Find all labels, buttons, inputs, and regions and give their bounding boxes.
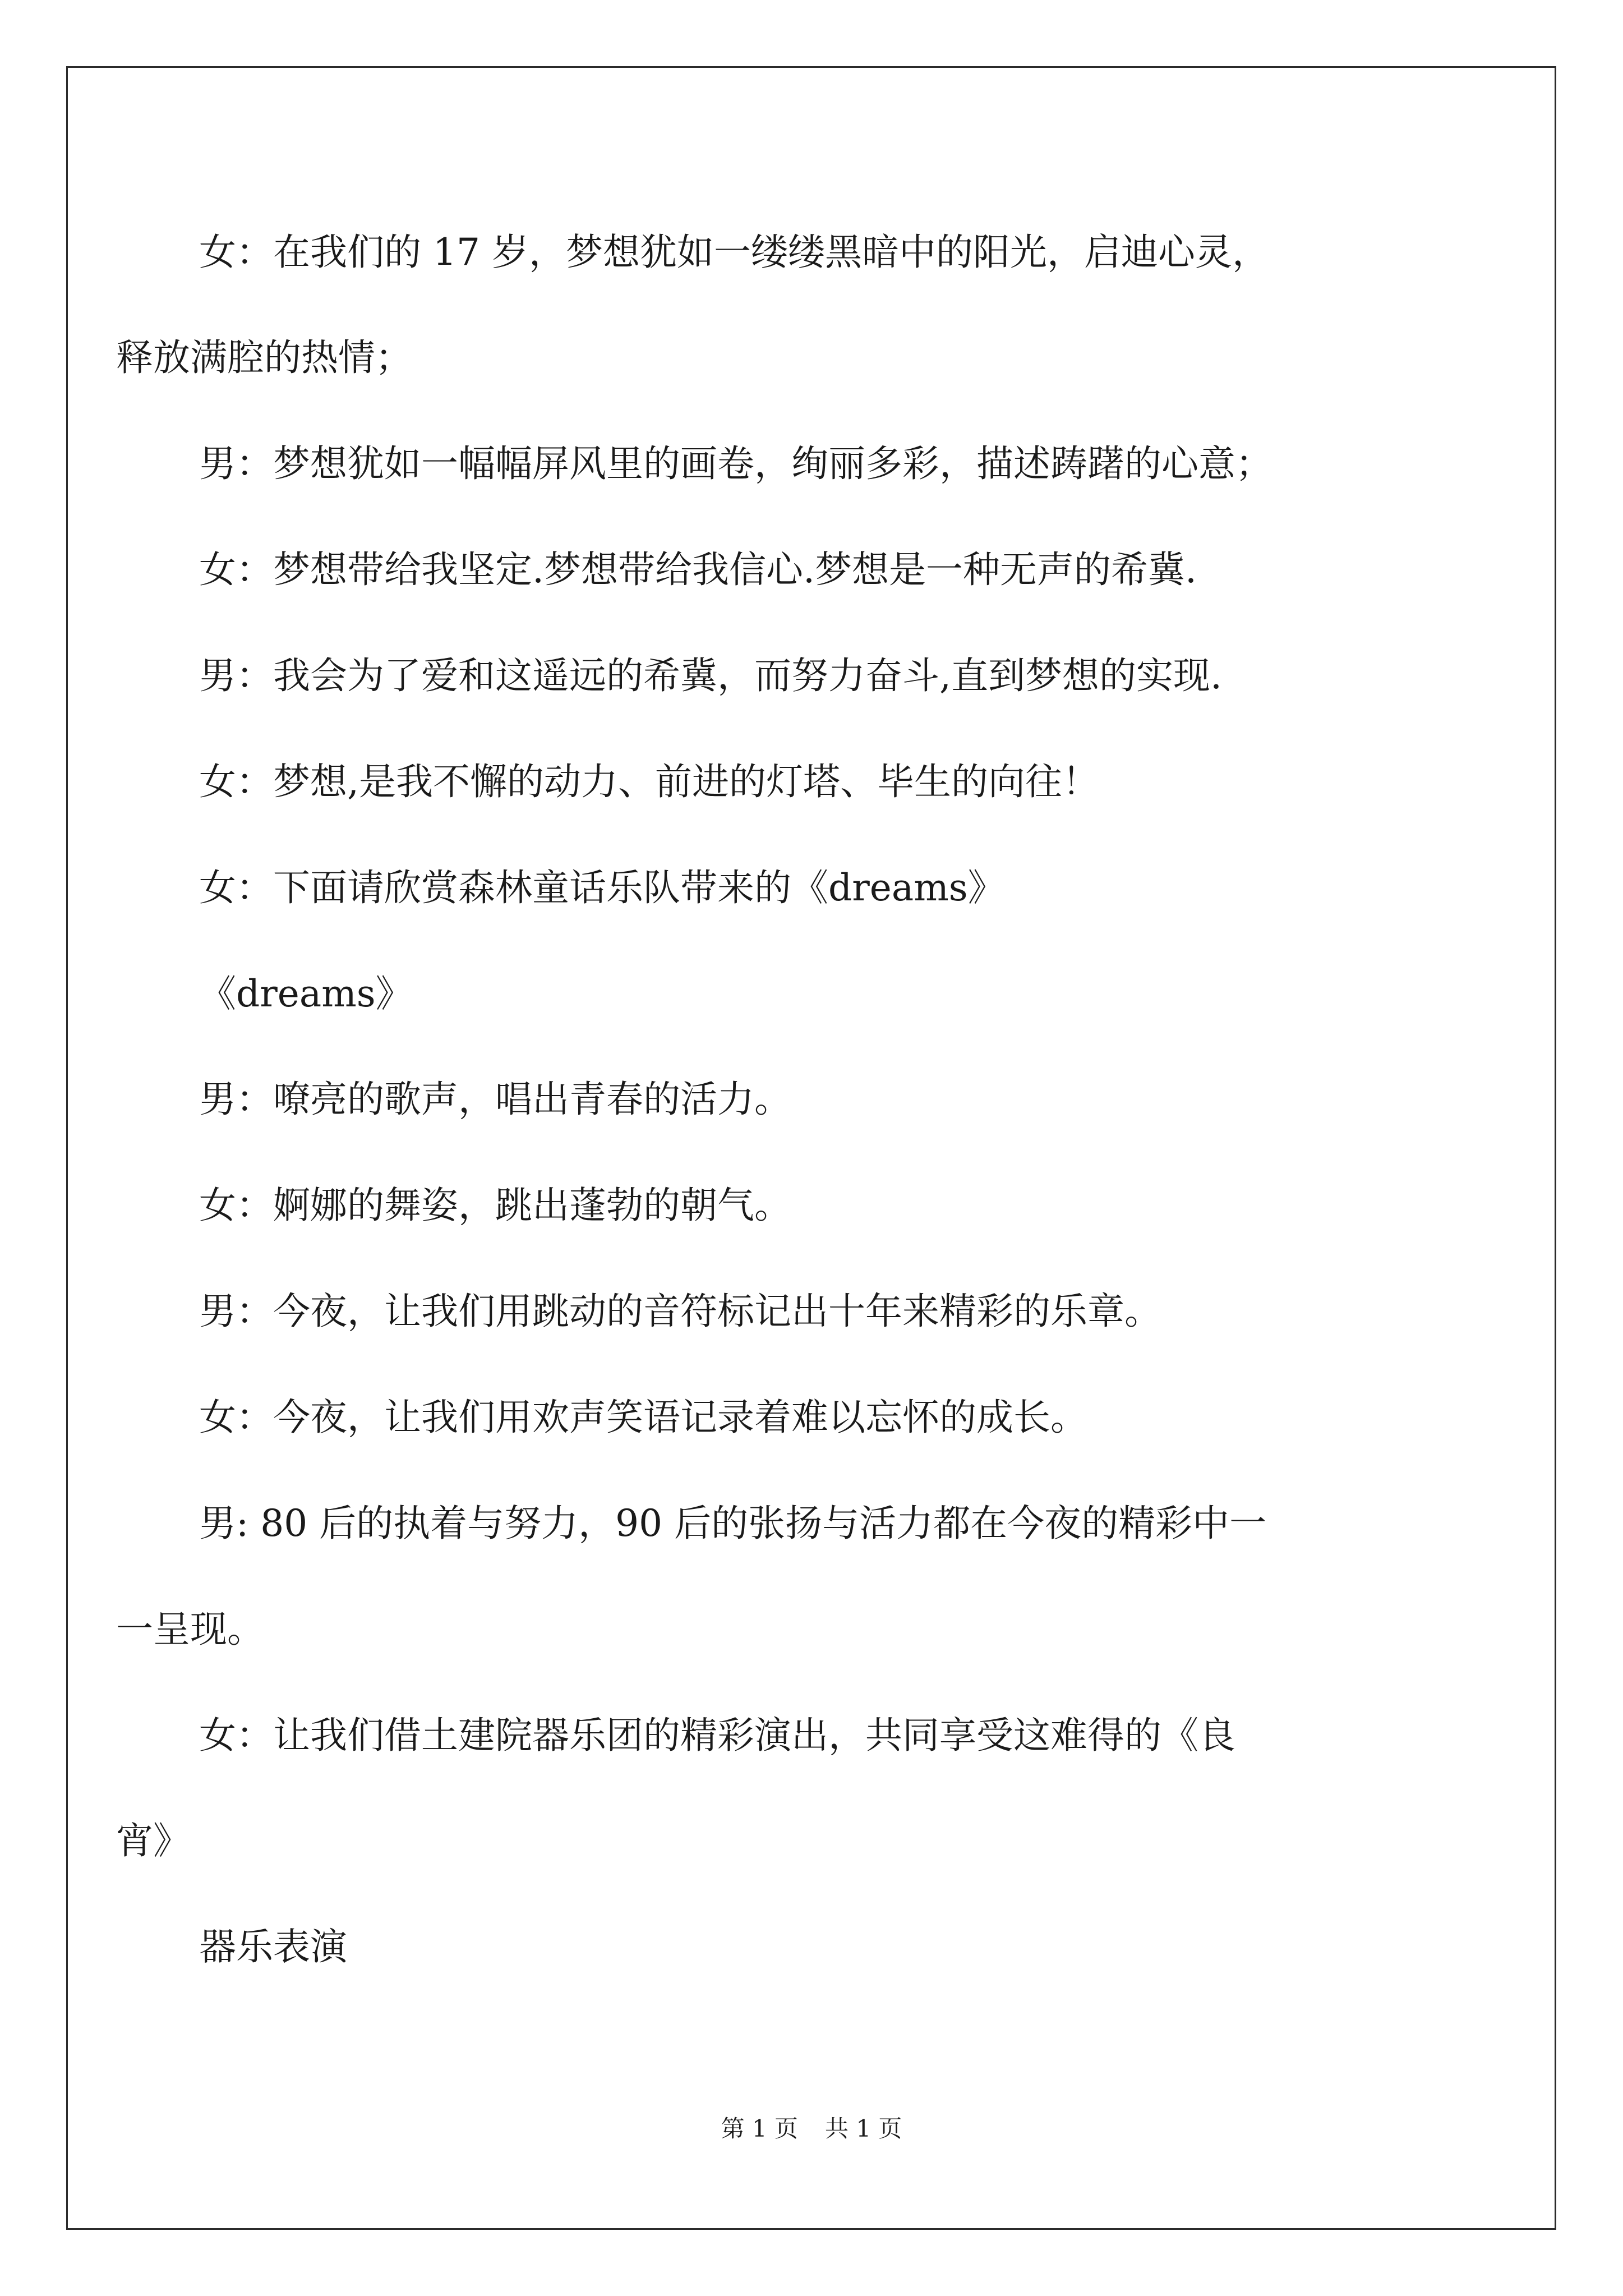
paragraph-line: 女：婀娜的舞姿，跳出蓬勃的朝气。 <box>199 1184 791 1227</box>
paragraph-line: 女：在我们的 17 岁，梦想犹如一缕缕黑暗中的阳光，启迪心灵， <box>199 231 1269 274</box>
document-body <box>116 0 1433 2076</box>
paragraph-line: 一呈现。 <box>116 1608 264 1651</box>
paragraph-line: 释放满腔的热情； <box>116 336 412 379</box>
page-footer <box>0 2115 1623 2143</box>
paragraph-line: 女：让我们借土建院器乐团的精彩演出，共同享受这难得的《良 <box>199 1714 1235 1757</box>
paragraph-line: 男：今夜，让我们用跳动的音符标记出十年来精彩的乐章。 <box>199 1290 1161 1333</box>
paragraph-line: 女：梦想,是我不懈的动力、前进的灯塔、毕生的向往！ <box>199 760 1099 803</box>
paragraph-line: 男: 80 后的执着与努力，90 后的张扬与活力都在今夜的精彩中一 <box>199 1502 1267 1545</box>
paragraph-line: 女：梦想带给我坚定.梦想带给我信心.梦想是一种无声的希冀. <box>199 548 1197 591</box>
paragraph-line: 《dreams》 <box>199 972 413 1015</box>
paragraph-line: 男：嘹亮的歌声，唱出青春的活力。 <box>199 1078 791 1121</box>
paragraph-line: 女：今夜，让我们用欢声笑语记录着难以忘怀的成长。 <box>199 1396 1087 1439</box>
paragraph-line: 宵》 <box>116 1819 190 1862</box>
paragraph-line: 女：下面请欣赏森林童话乐队带来的《dreams》 <box>199 866 1005 909</box>
paragraph-line: 男：我会为了爱和这遥远的希冀，而努力奋斗,直到梦想的实现. <box>199 654 1222 697</box>
paragraph-line: 男：梦想犹如一幅幅屏风里的画卷，绚丽多彩，描述踌躇的心意； <box>199 442 1272 485</box>
paragraph-line: 器乐表演 <box>199 1925 347 1968</box>
page-number: 第 1 页 <box>721 2115 798 2142</box>
page-total: 共 1 页 <box>825 2115 902 2142</box>
